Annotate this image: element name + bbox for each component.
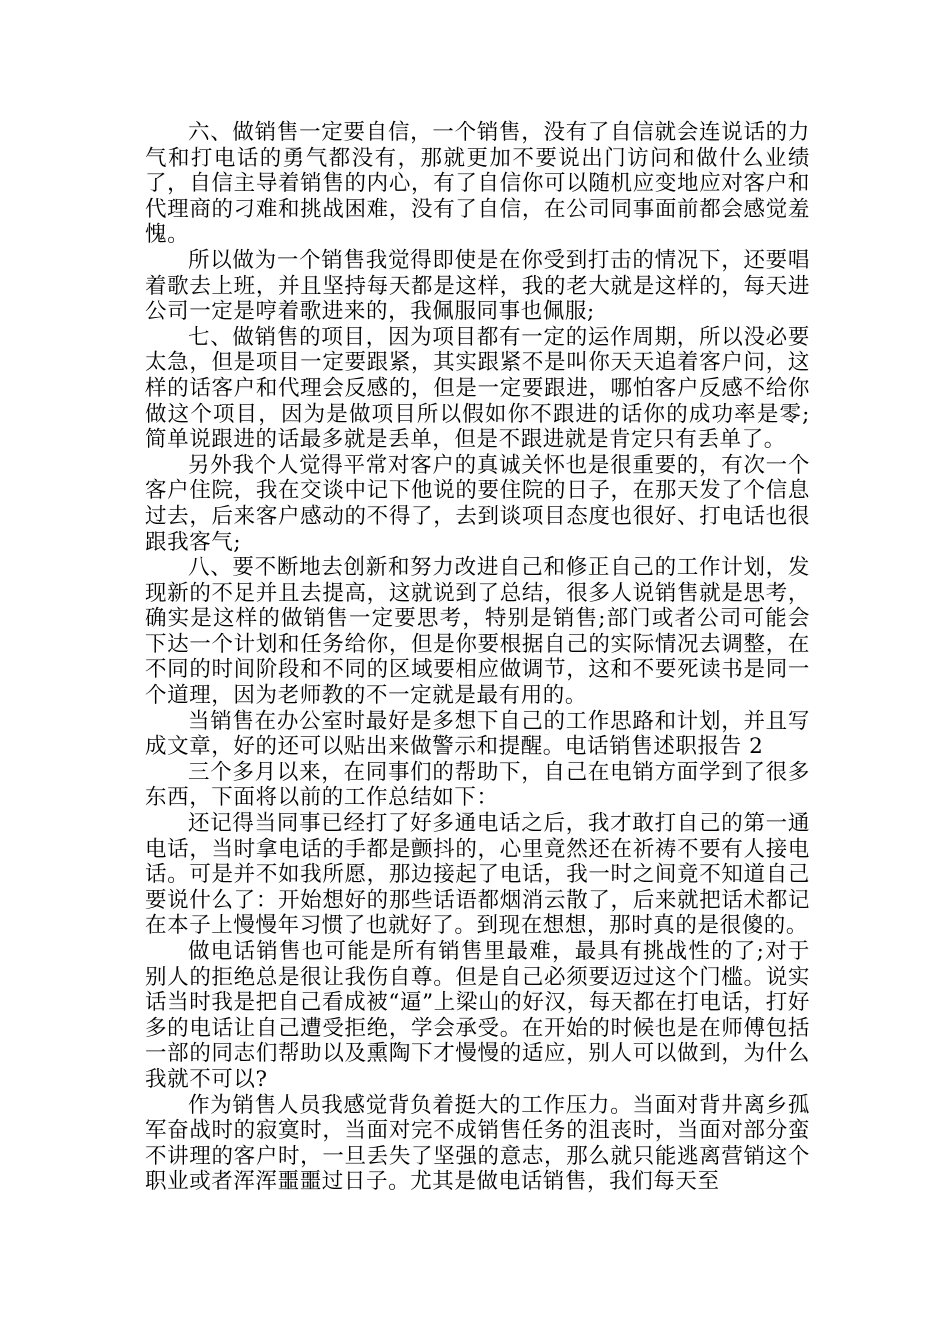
paragraph-customer-care: 另外我个人觉得平常对客户的真诚关怀也是很重要的，有次一个客户住院，我在交谈中记下他说的要住院的日子，在那天发了个信息过去，后来客户感动的不得了，去到谈项目态度也很好、打电话也很跟我客气; xyxy=(145,452,810,555)
paragraph-sing-to-work: 所以做为一个销售我觉得即使是在你受到打击的情况下，还要唱着歌去上班，并且坚持每天都是这样，我的老大就是这样的，每天进公司一定是哼着歌进来的，我佩服同事也佩服; xyxy=(145,247,810,325)
paragraph-first-phone-call: 还记得当同事已经打了好多通电话之后，我才敢打自己的第一通电话，当时拿电话的手都是颤抖的，心里竟然还在祈祷不要有人接电话。可是并不如我所愿，那边接起了电话，我一时之间竟不知道自己要说什么了：开始想好的那些话语都烟消云散了，后来就把话术都记在本子上慢慢年习惯了也就好了。到现在想想，那时真的是很傻的。 xyxy=(145,811,810,939)
paragraph-work-pressure: 作为销售人员我感觉背负着挺大的工作压力。当面对背井离乡孤军奋战时的寂寞时，当面对完不成销售任务的沮丧时，当面对部分蛮不讲理的客户时，一旦丢失了坚强的意志，那么就只能逃离营销这个职业或者浑浑噩噩过日子。尤其是做电话销售，我们每天至 xyxy=(145,1092,810,1195)
document-body xyxy=(145,120,810,1195)
paragraph-project-follow-up: 七、做销售的项目，因为项目都有一定的运作周期，所以没必要太急，但是项目一定要跟紧，其实跟紧不是叫你天天追着客户问，这样的话客户和代理会反感的，但是一定要跟进，哪怕客户反感不给你做这个项目，因为是做项目所以假如你不跟进的话你的成功率是零;简单说跟进的话最多就是丢单，但是不跟进就是肯定只有丢单了。 xyxy=(145,324,810,453)
paragraph-phone-sales-challenge: 做电话销售也可能是所有销售里最难，最具有挑战性的了;对于别人的拒绝总是很让我伤自尊。但是自己必须要迈过这个门槛。说实话当时我是把自己看成被“逼”上梁山的好汉，每天都在打电话，打好多的电话让自己遭受拒绝，学会承受。在开始的时候也是在师傅包括一部的同志们帮助以及熏陶下才慢慢的适应，别人可以做到，为什么我就不可以? xyxy=(145,939,810,1092)
paragraph-sales-confidence: 六、做销售一定要自信，一个销售，没有了自信就会连说话的力气和打电话的勇气都没有，那就更加不要说出门访问和做什么业绩了，自信主导着销售的内心，有了自信你可以随机应变地应对客户和代理商的刁难和挑战困难，没有了自信，在公司同事面前都会感觉羞愧。 xyxy=(145,120,810,248)
paragraph-innovate-and-plan: 八、要不断地去创新和努力改进自己和修正自己的工作计划，发现新的不足并且去提高，这就说到了总结，很多人说销售就是思考，确实是这样的做销售一定要思考，特别是销售;部门或者公司可能会下达一个计划和任务给你，但是你要根据自己的实际情况去调整，在不同的时间阶段和不同的区域要相应做调节，这和不要死读书是同一个道理，因为老师教的不一定就是最有用的。 xyxy=(145,555,810,709)
paragraph-three-months-intro: 三个多月以来，在同事们的帮助下，自己在电销方面学到了很多东西，下面将以前的工作总结如下： xyxy=(145,759,810,811)
paragraph-office-thinking: 当销售在办公室时最好是多想下自己的工作思路和计划，并且写成文章，好的还可以贴出来做警示和提醒。电话销售述职报告 2 xyxy=(145,708,810,760)
